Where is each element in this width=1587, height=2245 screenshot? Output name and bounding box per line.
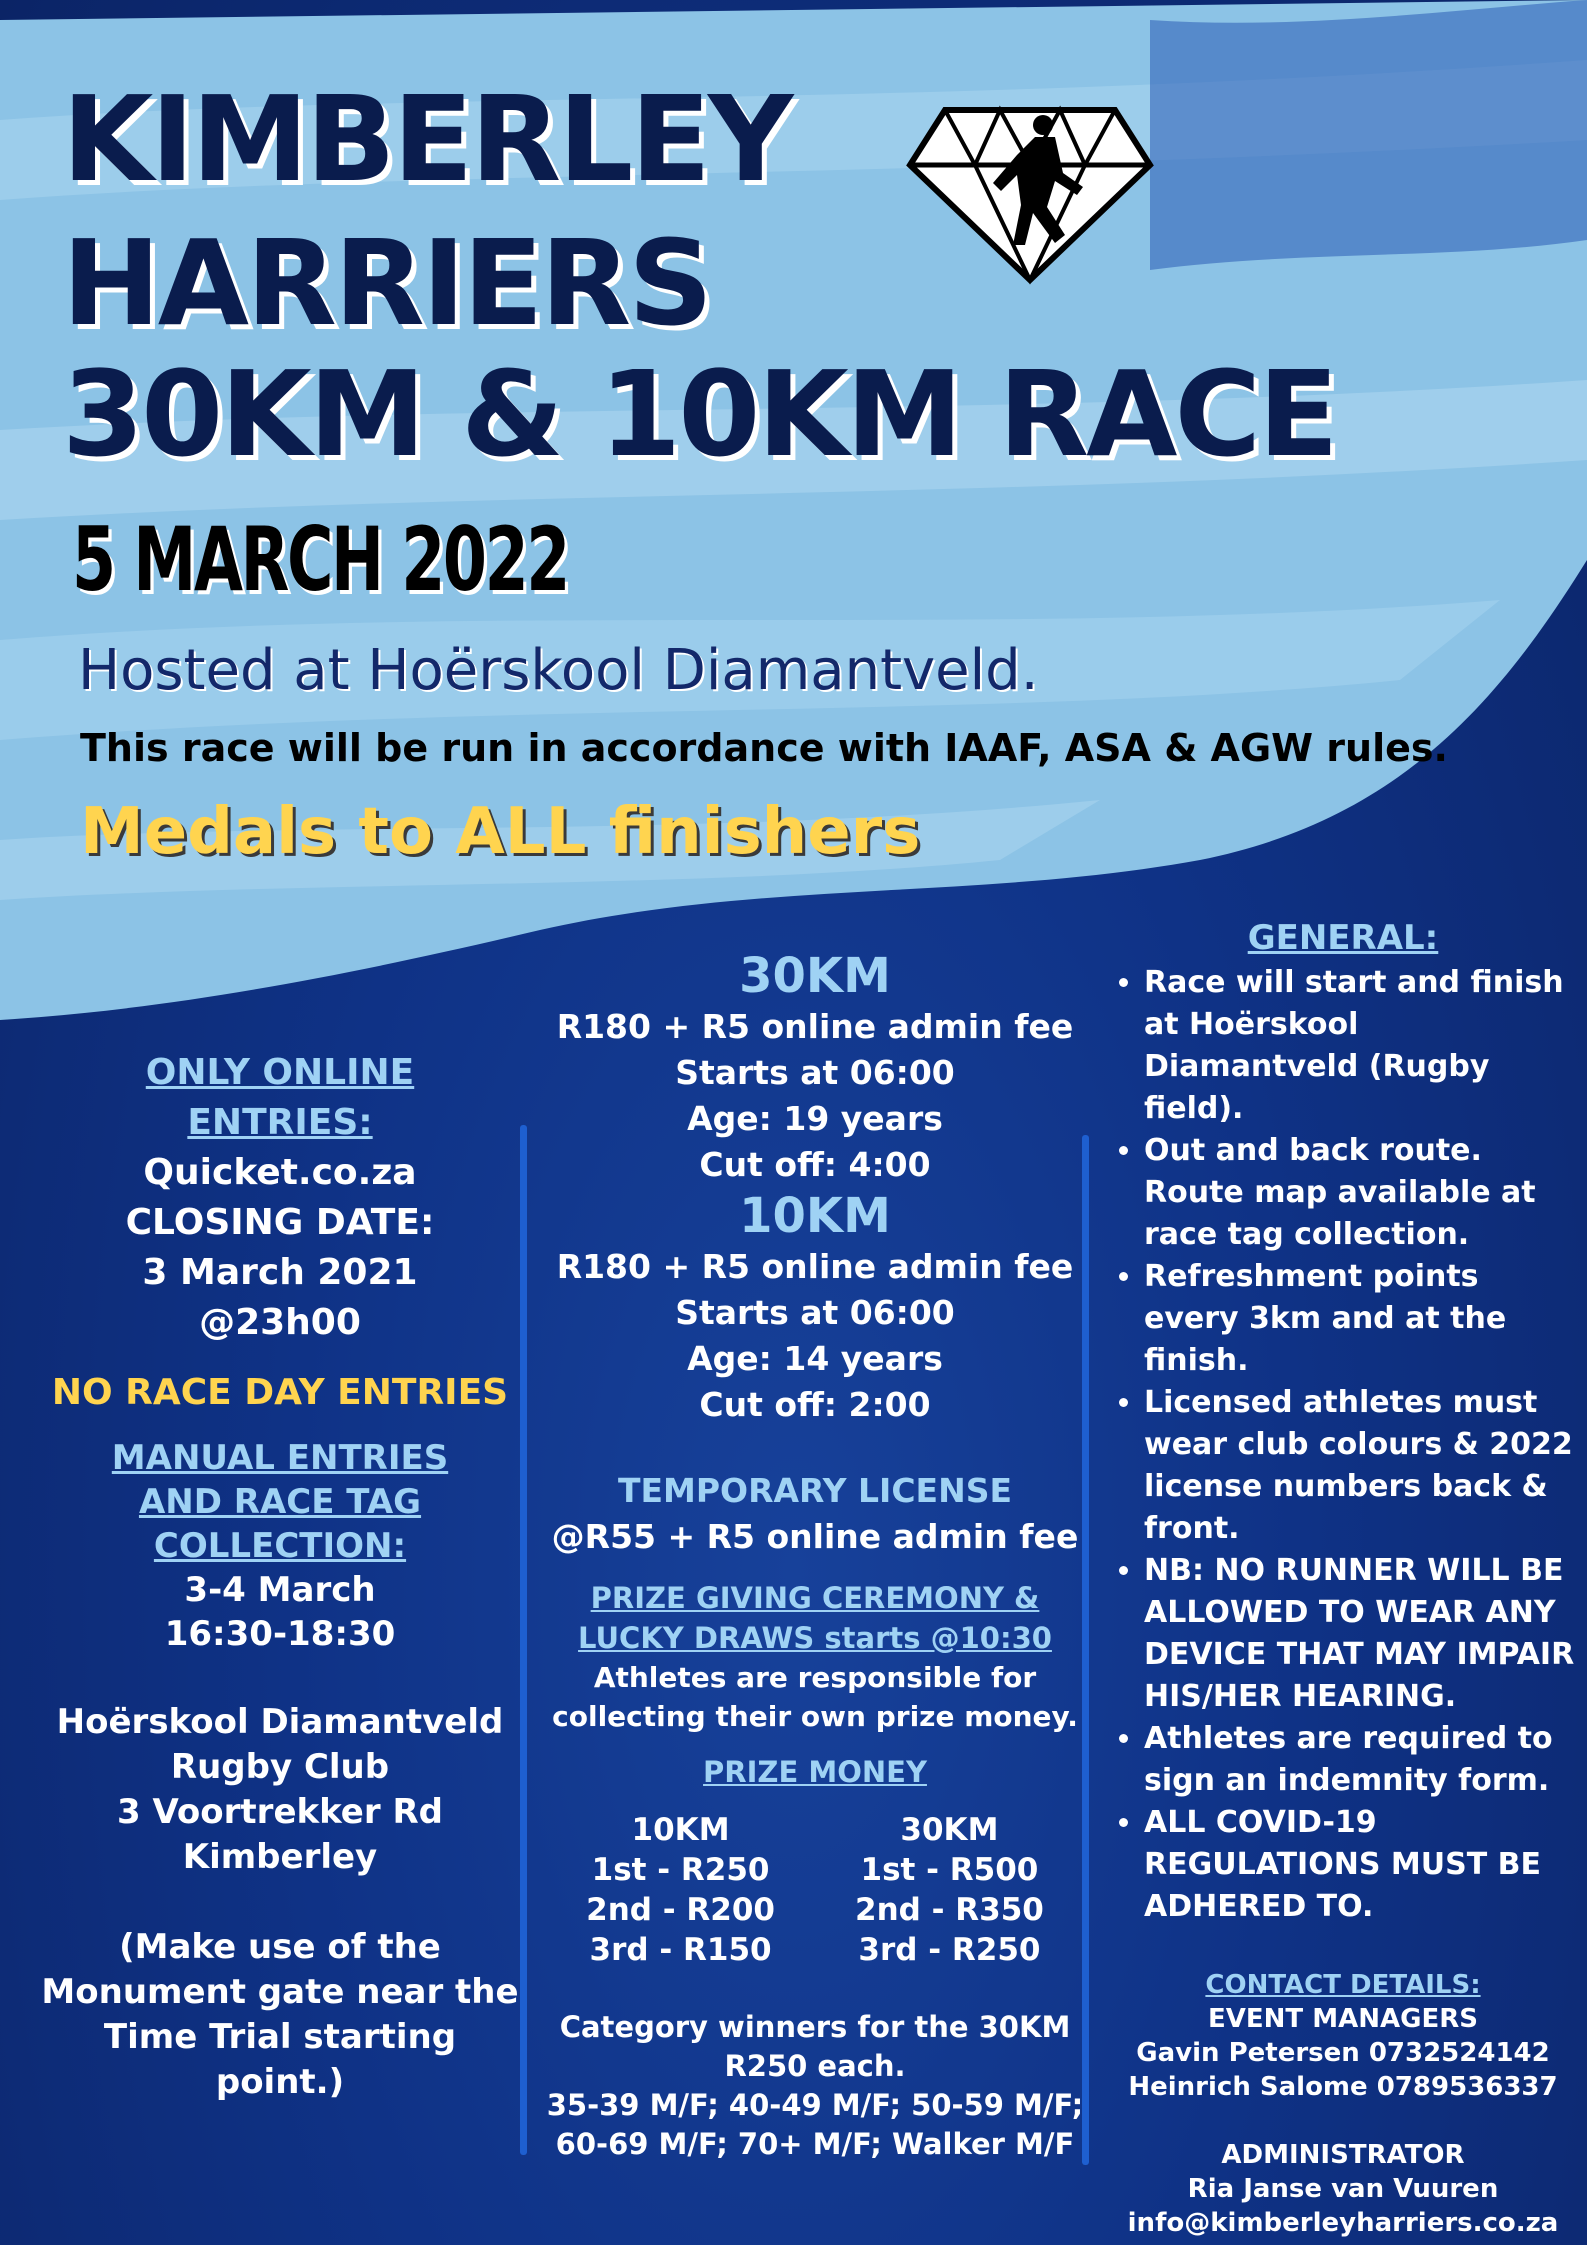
- category-line-1: Category winners for the 30KM: [559, 2010, 1071, 2044]
- admin-email[interactable]: info@kimberleyharriers.co.za: [1127, 2208, 1559, 2238]
- list-item: • ALL COVID-19 REGULATIONS MUST BE ADHERED TO.: [1144, 1802, 1578, 1928]
- note-line-1: (Make use of the: [119, 1927, 441, 1967]
- admin-name: Ria Janse van Vuuren: [1187, 2174, 1499, 2204]
- category-winners: [540, 2008, 1090, 2164]
- race-details-column: [540, 948, 1090, 2164]
- venue-line-2: Rugby Club: [170, 1747, 390, 1787]
- list-item: • Refreshment points every 3km and at the finish.: [1144, 1256, 1578, 1382]
- prize-ceremony-line-2: LUCKY DRAWS starts @10:30: [578, 1621, 1052, 1655]
- rules-text: This race will be run in accordance with IAAF, ASA & AGW rules.: [80, 726, 1448, 770]
- venue-line-1: Hoërskool Diamantveld: [56, 1702, 504, 1742]
- general-rules-list: [1108, 962, 1578, 1928]
- diamond-runner-logo: [905, 95, 1155, 285]
- category-line-4: 60-69 M/F; 70+ M/F; Walker M/F: [555, 2127, 1075, 2161]
- manual-times: 16:30-18:30: [164, 1614, 396, 1654]
- closing-date: 3 March 2021: [142, 1252, 418, 1293]
- race-30km-start: Starts at 06:00: [675, 1053, 955, 1092]
- prize-10km-third: 3rd - R150: [589, 1932, 772, 1968]
- prize-10km-second: 2nd - R200: [586, 1892, 775, 1928]
- note-line-4: point.): [215, 2062, 345, 2102]
- title-line-2: HARRIERS: [62, 214, 711, 352]
- title-line-3: 30KM & 10KM RACE: [62, 345, 1336, 483]
- manual-heading-line-2: AND RACE TAG: [138, 1482, 422, 1522]
- prize-30km-third: 3rd - R250: [858, 1932, 1041, 1968]
- prize-ceremony-line-1: PRIZE GIVING CEREMONY &: [590, 1581, 1040, 1615]
- online-heading-line-2: ENTRIES:: [187, 1102, 373, 1143]
- managers-heading: EVENT MANAGERS: [1208, 2004, 1478, 2034]
- contact-details: [1108, 1968, 1578, 2240]
- race-10km-title: 10KM: [739, 1188, 891, 1244]
- online-heading-line-1: ONLY ONLINE: [145, 1052, 415, 1093]
- responsible-line-1: Athletes are responsible for: [593, 1661, 1037, 1694]
- race-30km-fee: R180 + R5 online admin fee: [556, 1007, 1074, 1046]
- list-item: • Licensed athletes must wear club colours & 2022 license numbers back & front.: [1144, 1382, 1578, 1550]
- race-30km-cutoff: Cut off: 4:00: [699, 1145, 931, 1184]
- gate-note: [30, 1925, 530, 2105]
- responsible-line-2: collecting their own prize money.: [552, 1700, 1078, 1733]
- race-30km-title: 30KM: [739, 948, 891, 1004]
- manual-heading-line-3: COLLECTION:: [153, 1526, 407, 1566]
- general-info-column: [1108, 914, 1578, 2240]
- general-heading: GENERAL:: [1247, 918, 1439, 958]
- prize-30km-title: 30KM: [900, 1812, 999, 1848]
- list-item: • Out and back route. Route map available at race tag collection.: [1144, 1130, 1578, 1256]
- prize-10km-first: 1st - R250: [591, 1852, 770, 1888]
- race-10km-fee: R180 + R5 online admin fee: [556, 1247, 1074, 1286]
- race-30km-age: Age: 19 years: [687, 1099, 943, 1138]
- temp-license-heading: TEMPORARY LICENSE: [617, 1471, 1013, 1510]
- manual-heading-line-1: MANUAL ENTRIES: [111, 1438, 449, 1478]
- prize-30km-first: 1st - R500: [860, 1852, 1039, 1888]
- manual-entries-heading: [30, 1436, 530, 1568]
- venue-line-4: Kimberley: [182, 1837, 378, 1877]
- entry-website: Quicket.co.za: [143, 1152, 417, 1193]
- list-item: • Race will start and finish at Hoërskool Diamantveld (Rugby field).: [1144, 962, 1578, 1130]
- category-line-2: R250 each.: [724, 2049, 906, 2083]
- admin-heading: ADMINISTRATOR: [1221, 2140, 1465, 2170]
- prize-ceremony-heading: [540, 1578, 1090, 1658]
- race-10km-cutoff: Cut off: 2:00: [699, 1385, 931, 1424]
- prize-30km-second: 2nd - R350: [855, 1892, 1044, 1928]
- note-line-3: Time Trial starting: [103, 2017, 457, 2057]
- title-line-1: KIMBERLEY: [62, 70, 791, 208]
- race-10km-age: Age: 14 years: [687, 1339, 943, 1378]
- medals-text: Medals to ALL finishers: [80, 795, 921, 869]
- race-date: 5 MARCH 2022: [72, 508, 568, 611]
- no-race-day-entries: NO RACE DAY ENTRIES: [51, 1372, 509, 1413]
- hosted-text: Hosted at Hoërskool Diamantveld.: [78, 638, 1039, 703]
- note-line-2: Monument gate near the: [41, 1972, 519, 2012]
- prize-10km-title: 10KM: [631, 1812, 730, 1848]
- closing-date-label: CLOSING DATE:: [125, 1202, 435, 1243]
- venue-line-3: 3 Voortrekker Rd: [116, 1792, 443, 1832]
- contact-heading: CONTACT DETAILS:: [1205, 1970, 1481, 2000]
- manager-1: Gavin Petersen 0732524142: [1136, 2038, 1550, 2068]
- venue-address: [30, 1700, 530, 1880]
- prize-money-heading: PRIZE MONEY: [703, 1755, 927, 1789]
- closing-time: @23h00: [199, 1302, 361, 1343]
- list-item: • NB: NO RUNNER WILL BE ALLOWED TO WEAR ANY DEVICE THAT MAY IMPAIR HIS/HER HEARING.: [1144, 1550, 1578, 1718]
- list-item: • Athletes are required to sign an indemnity form.: [1144, 1718, 1578, 1802]
- manual-dates: 3-4 March: [184, 1570, 376, 1610]
- race-10km-start: Starts at 06:00: [675, 1293, 955, 1332]
- entries-column: [30, 1048, 530, 2105]
- prize-30km: [855, 1810, 1044, 1970]
- prize-money-table: [540, 1810, 1090, 1970]
- category-line-3: 35-39 M/F; 40-49 M/F; 50-59 M/F;: [546, 2088, 1084, 2122]
- manager-2: Heinrich Salome 0789536337: [1128, 2072, 1558, 2102]
- prize-10km: [586, 1810, 775, 1970]
- online-entries-heading: [30, 1048, 530, 1148]
- temp-license-fee: @R55 + R5 online admin fee: [551, 1517, 1079, 1556]
